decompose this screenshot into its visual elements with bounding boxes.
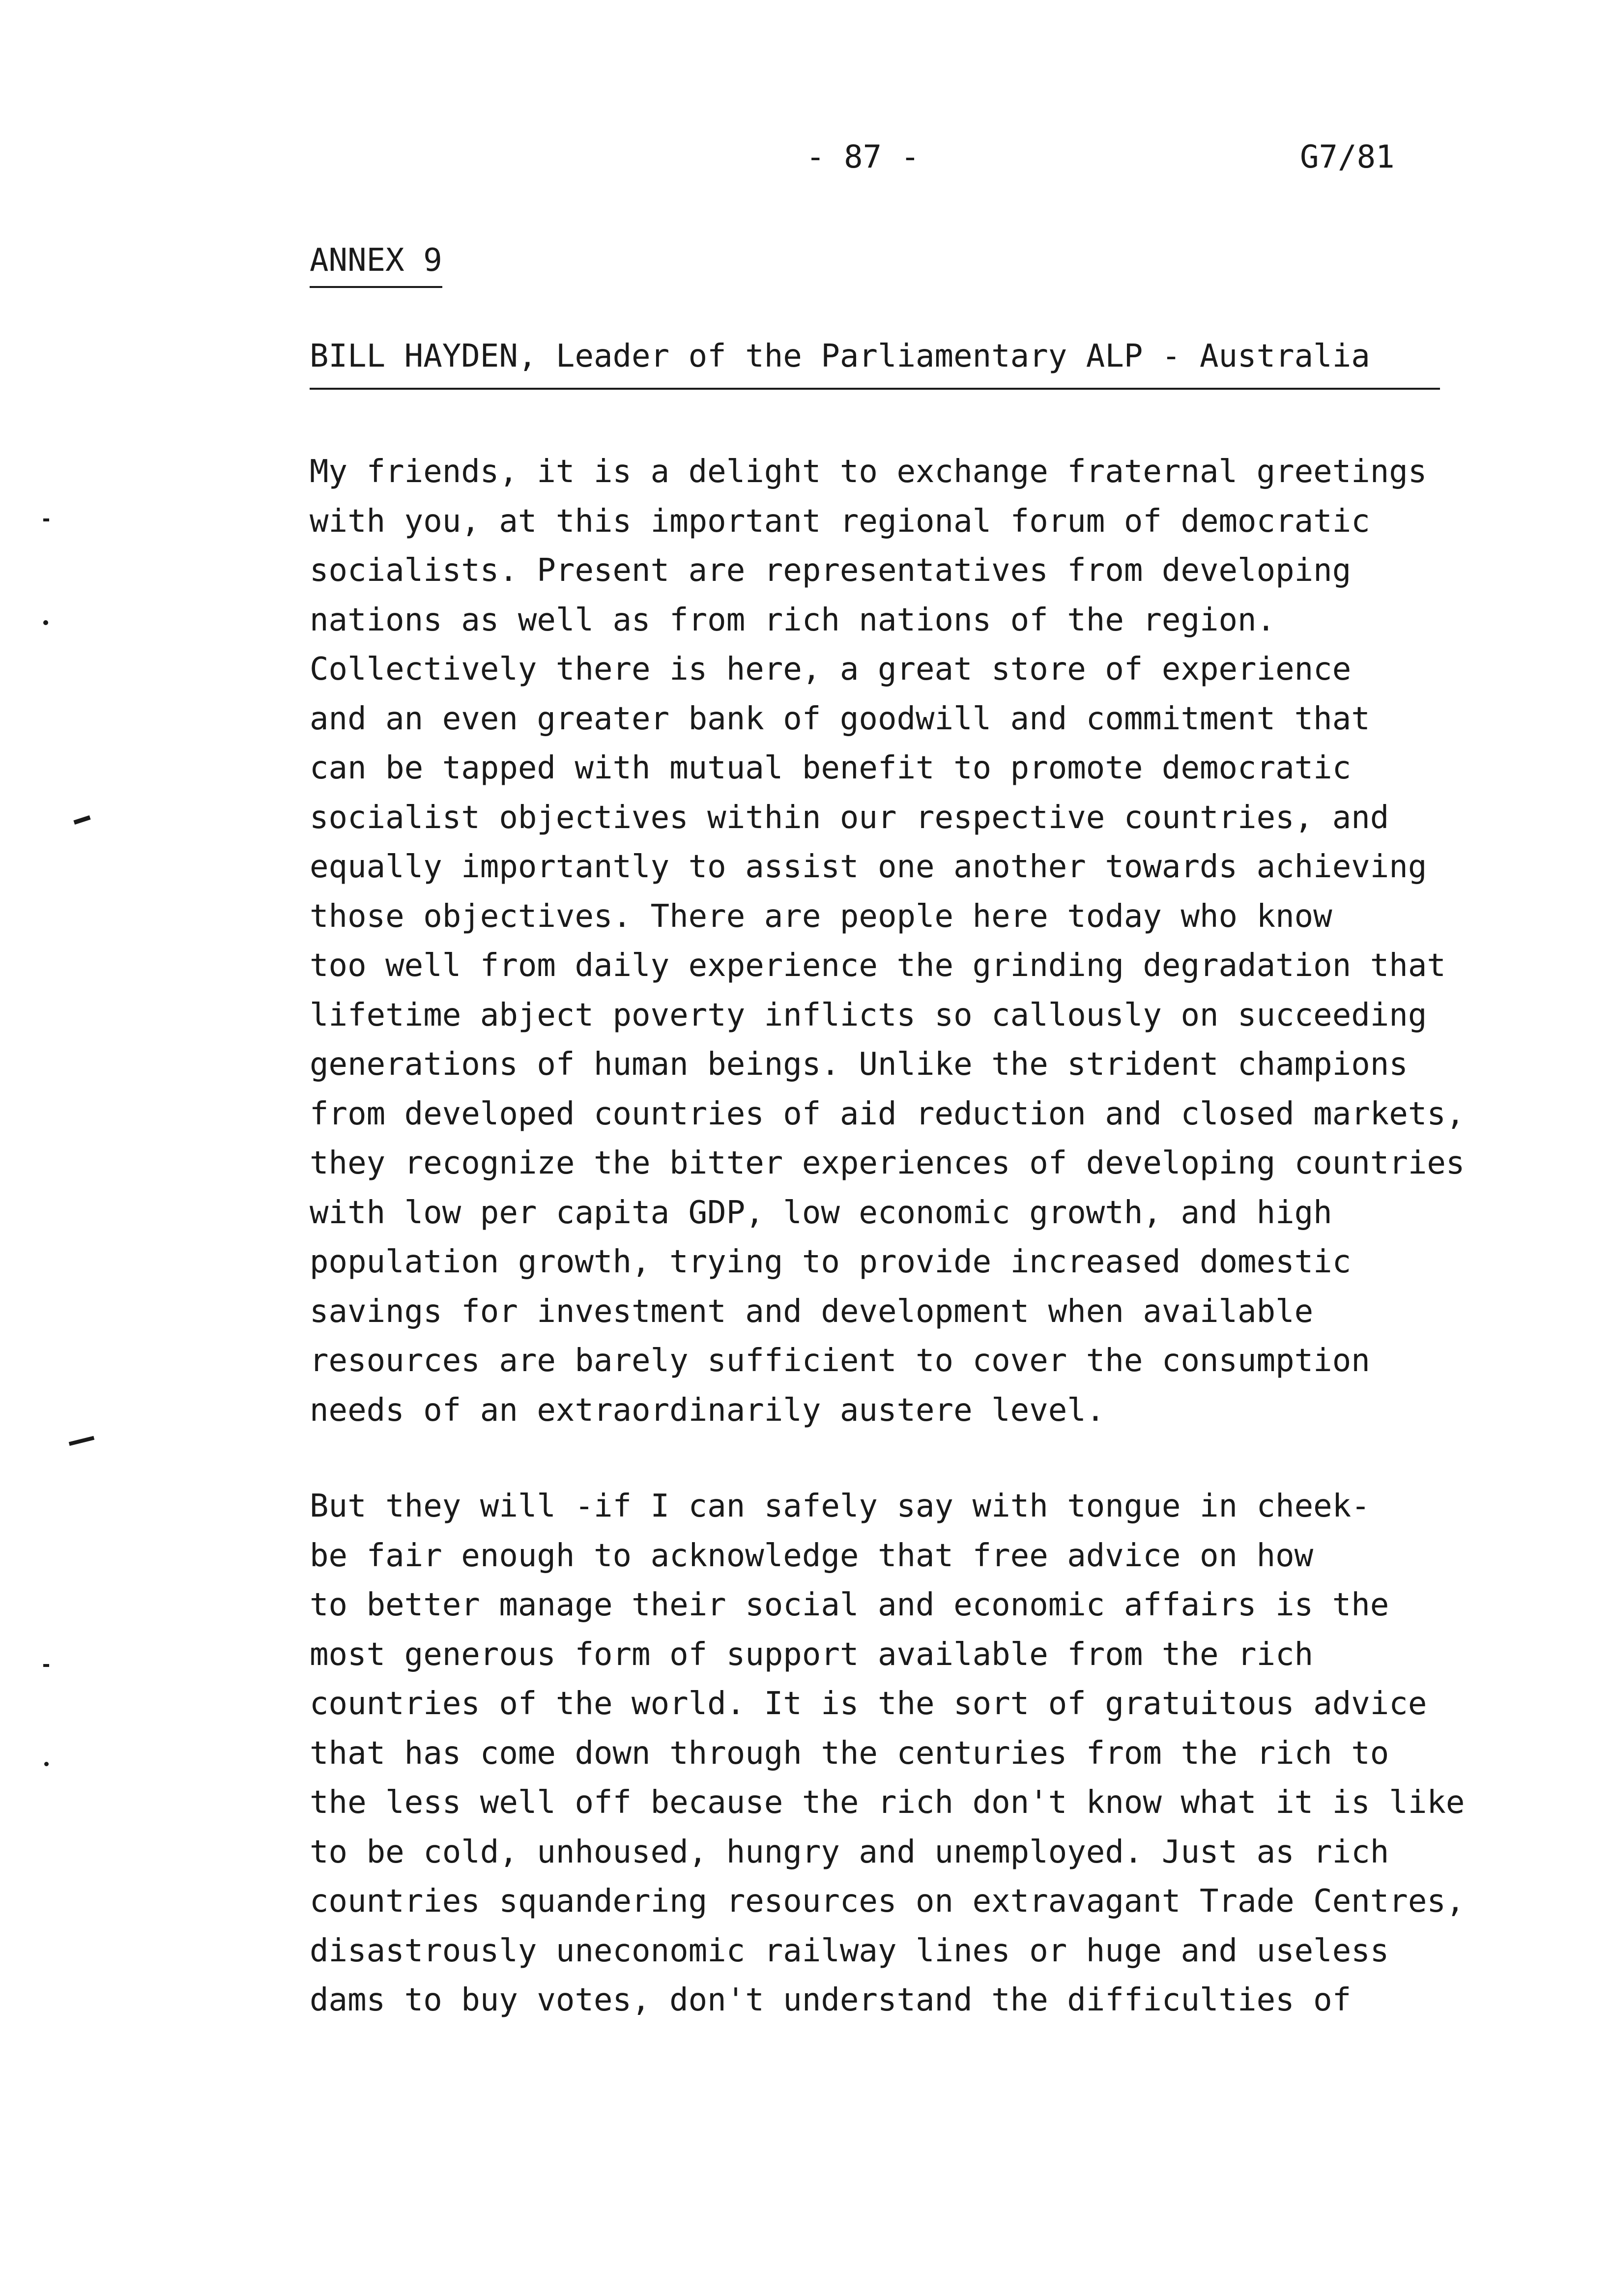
body-paragraph-2: But they will -if I can safely say with tongue in cheek- be fair enough to acknowledge that free advice on how to better manage their social and economic affairs is the most generous form of support available from the rich countries of the world. It is the sort of gratuitous advice that has come down through the centuries from the rich to the less well off because the rich don't know what it is like to be cold, unhoused, hungry and unemployed. Just as rich countries squandering resources on extravagant Trade Centres, disastrously uneconomic railway lines or huge and useless dams to buy votes, don't understand the difficulties of — [310, 1488, 1465, 2018]
speaker-heading: BILL HAYDEN, Leader of the Parliamentary ALP - Australia — [310, 332, 1440, 390]
margin-mark — [69, 1436, 94, 1446]
margin-mark — [43, 620, 48, 625]
margin-mark — [73, 815, 90, 825]
document-reference: G7/81 — [1300, 139, 1395, 175]
page-number: - 87 - — [806, 139, 920, 175]
annex-label: ANNEX 9 — [310, 236, 442, 288]
margin-mark — [44, 1762, 49, 1766]
margin-mark — [43, 1664, 49, 1667]
margin-mark — [43, 518, 49, 521]
body-paragraph-1: My friends, it is a delight to exchange fraternal greetings with you, at this important regional forum of democratic socialists. Present are representatives from developing nations as well as from rich nations of the region. Collectively there is here, a great store of experience and an even greater bank of goodwill and commitment that can be tapped with mutual benefit to promote democratic socialist objectives within our respective countries, and equally importantly to assist one another towards achieving those objectives. There are people here today who know too well from daily experience the grinding degradation that lifetime abject poverty inflicts so callously on succeeding generations of human beings. Unlike the strident champions from developed countries of aid reduction and closed markets, they recognize the bitter experiences of developing countries with low per capita GDP, low economic growth, and high population growth, trying to provide increased domestic savings for investment and development when available resources are barely sufficient to cover the consumption needs of an extraordinarily austere level. — [310, 454, 1465, 1429]
